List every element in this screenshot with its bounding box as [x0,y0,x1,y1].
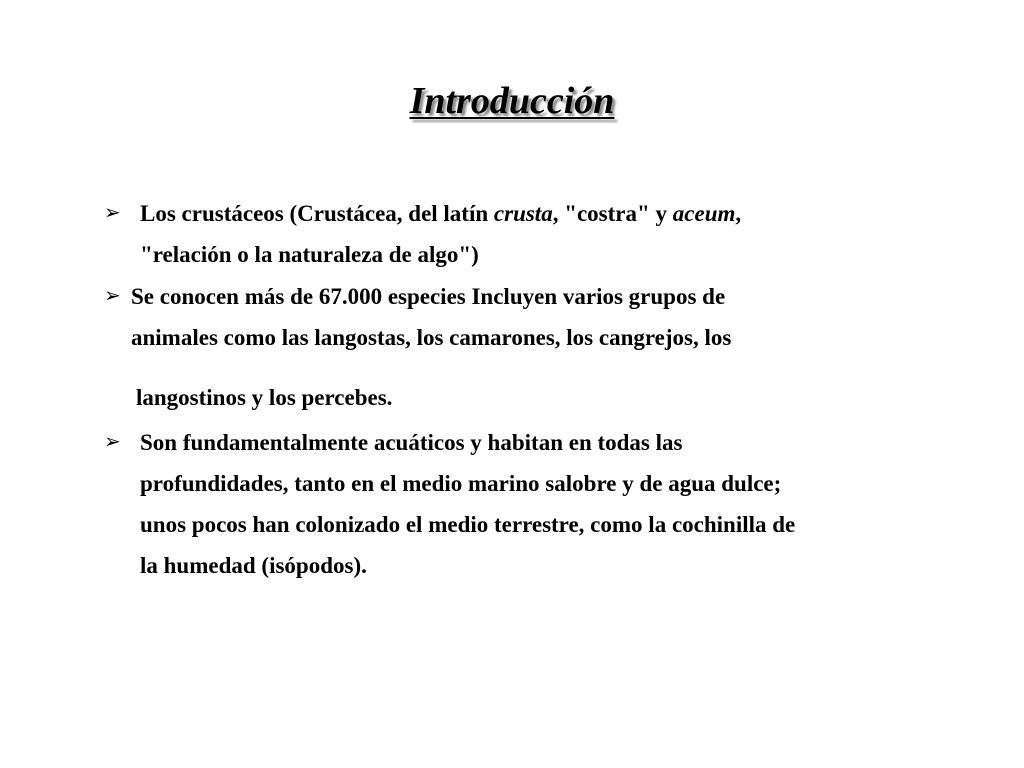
term-crusta: crusta [493,201,553,226]
bullet-2-line-3: langostinos y los percebes. [136,385,393,410]
slide-title: Introducción [409,80,615,122]
bullet-1-line-1: Los crustáceos (Crustácea, del latín crusta, "costra" y aceum, [140,201,742,226]
bullet-2-text [131,276,731,358]
bullet-2-line-2: animales como las langostas, los camarones, los cangrejos, los [131,325,732,350]
bullet-3-line-4: la humedad (isópodos). [140,553,367,578]
term-aceum: aceum [672,201,736,226]
arrow-bullet-icon: ➢ [104,202,121,224]
bullet-2-line-1: Se conocen más de 67.000 especies Incluyen varios grupos de [131,284,726,309]
arrow-bullet-icon: ➢ [104,285,121,307]
bullet-3-line-3: unos pocos han colonizado el medio terrestre, como la cochinilla de [140,512,796,537]
arrow-bullet-icon: ➢ [104,431,121,453]
bullet-3-line-2: profundidades, tanto en el medio marino salobre y de agua dulce; [140,471,782,496]
bullet-1-text [140,193,741,275]
bullet-3-line-1: Son fundamentalmente acuáticos y habitan en todas las [140,430,683,455]
bullet-3-text [140,422,795,586]
bullet-1-line-2: "relación o la naturaleza de algo") [140,242,479,267]
